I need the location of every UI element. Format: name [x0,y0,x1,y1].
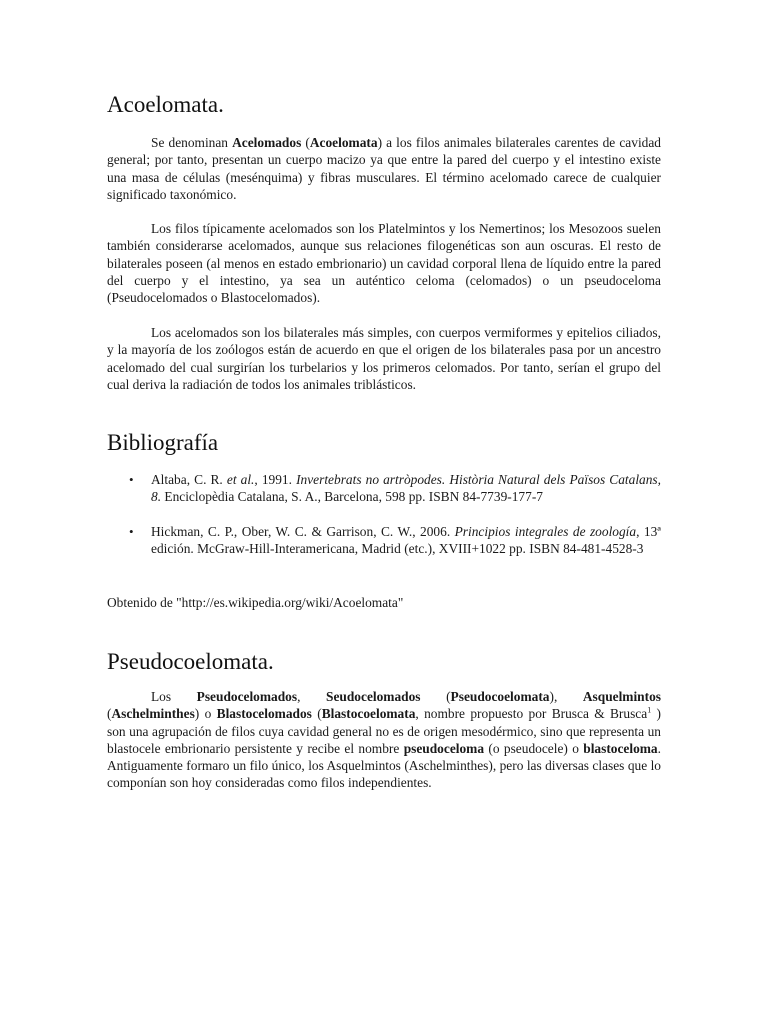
text: ), [549,689,583,704]
text: ) son una agrupación de filos cuya cavidad general no es de origen mesodérmico, sino que representa un blastocele embrionario persistente y recibe el nombre [107,706,661,756]
term-acelomados: Acelomados [232,135,302,150]
term: Seudocelomados [326,689,421,704]
text: Enciclopèdia Catalana, S. A., Barcelona, 598 pp. ISBN 84-7739-177-7 [161,489,543,505]
term: Pseudocelomados [196,689,298,704]
text: ( [420,689,451,704]
bibliography-item [107,471,661,506]
paragraph-phyla: Los filos típicamente acelomados son los Platelmintos y los Nemertinos; los Mesozoos suelen también considerarse acelomados, aunque sus relaciones filogenéticas son aun oscuras. El resto de bilaterales poseen (al menos en estado embrionario) un cavidad corporal llena de líquido entre la pared del cuerpo y el intestino, ya sea un auténtico celoma (celomados) o un pseudoceloma (Pseudocelomados o Blastocelomados). [107,221,661,306]
paragraph-simplest-bilaterals: Los acelomados son los bilaterales más simples, con cuerpos vermiformes y epitelios ciliados, y la mayoría de los zoólogos están de acuerdo en que el origen de los bilaterales pasa por un ancestro acelomado del cual surgirían los turbelarios y los primeros celomados. Por tanto, serían el grupo del cual deriva la radiación de todos los animales triblásticos. [107,325,661,392]
text: , nombre propuesto por Brusca & Brusca [415,706,648,722]
term: pseudoceloma [403,740,485,756]
paragraph-definition [107,134,661,203]
text: et al. [226,472,255,487]
text: , 13ª edición. McGraw-Hill-Interamericana, Madrid (etc.), XVIII+1022 pp. ISBN 84-481-4528-3 [151,523,661,556]
heading-bibliography: Bibliografía [107,430,219,455]
bullet-icon: • [129,472,134,487]
text: Se denominan [151,135,233,150]
term: Blastocoelomata [321,706,416,722]
text: Altaba, C. R. [151,472,227,487]
text: (o pseudocele) o [484,740,584,756]
bullet-icon: • [129,523,134,539]
paragraph-pseudocoelomata [107,688,661,792]
text: , [297,689,327,704]
text: ( [107,706,112,722]
term: Asquelmintos [582,689,661,704]
text: Los [151,689,197,704]
book-title: Invertebrats no artròpodes. Història Natural dels Països Catalans, 8. [151,472,661,505]
text: ( [301,135,310,150]
heading-acoelomata: Acoelomata. [107,92,224,117]
book-title: Principios integrales de zoología [454,523,637,539]
bibliography-item [107,523,661,558]
term-acoelomata: Acoelomata [309,135,378,150]
source-link-text: Obtenido de "http://es.wikipedia.org/wiki/Acoelomata" [107,595,404,610]
term: Pseudocoelomata [450,689,550,704]
text: ) o [194,706,217,722]
footnote-marker[interactable]: 1 [647,705,652,715]
heading-pseudocoelomata: Pseudocoelomata. [107,649,274,674]
bibliography-list [107,471,661,574]
text: . Antiguamente formaro un filo único, los Asquelmintos (Aschelminthes), pero las diversas clases que lo componían son hoy consideradas como filos independientes. [107,740,661,791]
text: Hickman, C. P., Ober, W. C. & Garrison, C. W., 2006. [151,523,455,539]
term: Blastocelomados [216,706,312,722]
term: Aschelminthes [111,706,195,722]
term: blastoceloma [583,740,658,756]
text: ( [311,706,322,722]
text: ) a los filos animales bilaterales carentes de cavidad general; por tanto, presentan un cuerpo macizo ya que entre la pared del cuerpo y el intestino existe una masa de células (mesénquima) y fibras musculares. El término acelomado carece de cualquier significado taxonómico. [107,135,661,202]
text: , 1991. [254,472,297,487]
